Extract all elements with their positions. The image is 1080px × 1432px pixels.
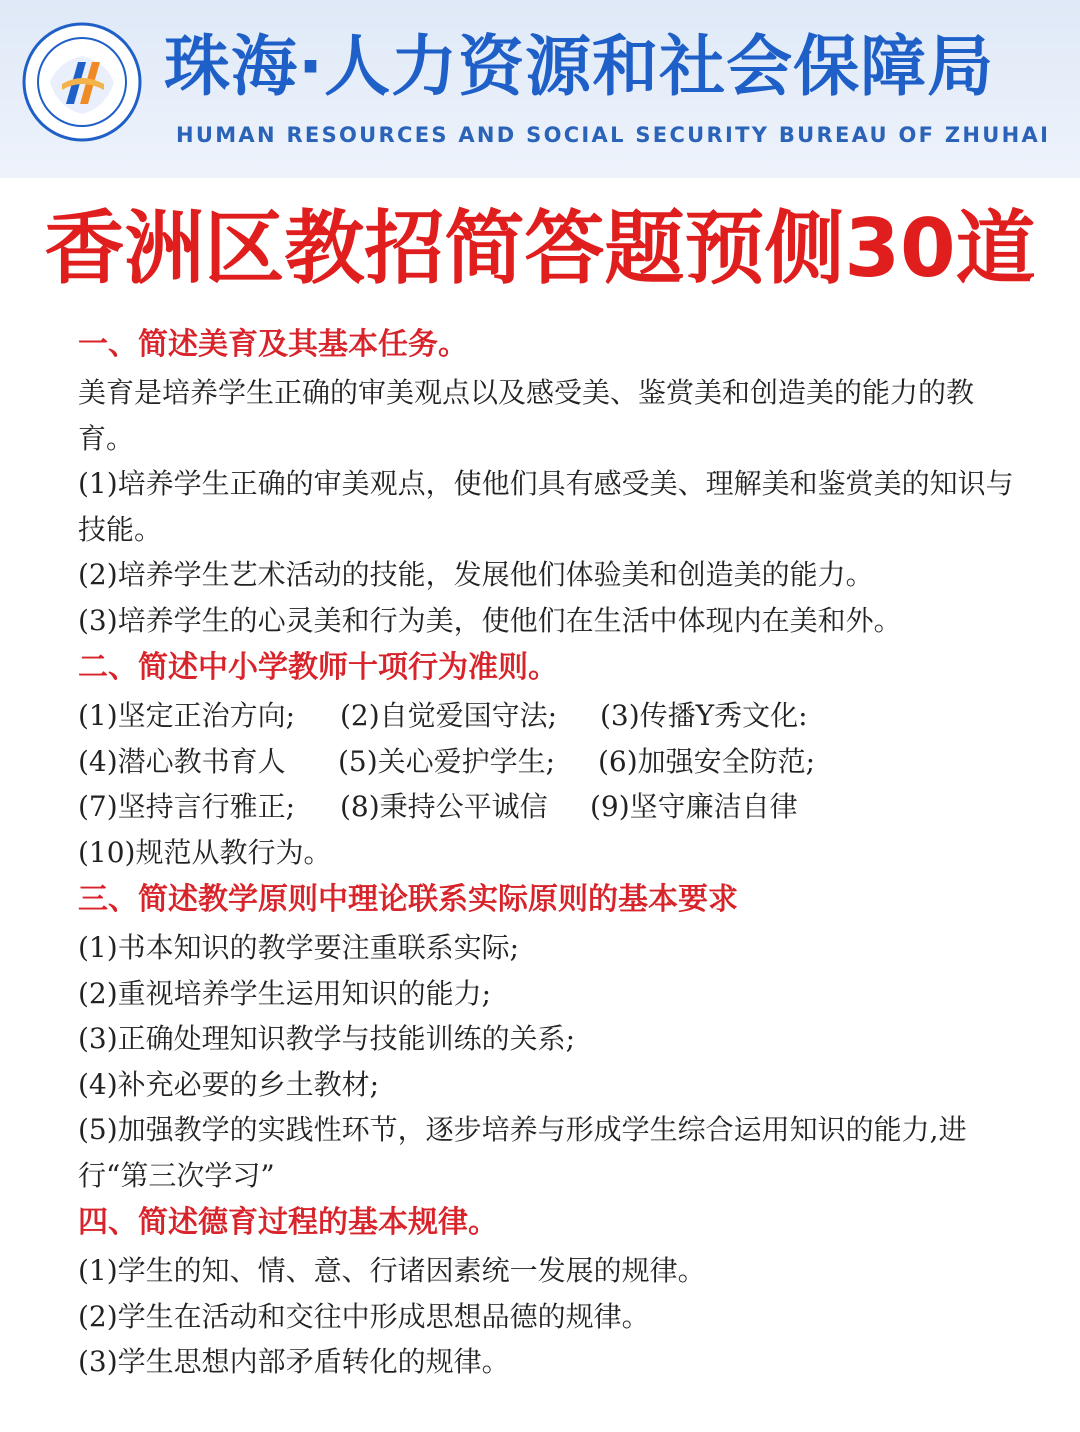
- section-1-item-2: (2)培养学生艺术活动的技能，发展他们体验美和创造美的能力。: [78, 558, 874, 591]
- bureau-emblem-icon: [22, 22, 142, 142]
- section-3-item-1: (1)书本知识的教学要注重联系实际;: [78, 931, 520, 964]
- section-1-item-3: (3)培养学生的心灵美和行为美，使他们在生活中体现内在美和外。: [78, 603, 902, 637]
- rule-item: (4)潜心教书育人: [78, 744, 286, 778]
- rule-item: (9)坚守廉洁自律: [590, 790, 798, 823]
- section-4-item-1: (1)学生的知、情、意、行诸因素统一发展的规律。: [78, 1254, 706, 1287]
- rule-item: (6)加强安全防范;: [598, 744, 816, 778]
- article-body: [78, 320, 1018, 1385]
- page-title: 香洲区教招简答题预侧30道: [44, 202, 1036, 295]
- rules-row-2: [78, 739, 1018, 785]
- rule-item: (5)关心爱护学生;: [338, 744, 556, 778]
- rule-item-10: (10)规范从教行为。: [78, 835, 332, 869]
- rule-item: (3)传播Y秀文化:: [600, 699, 808, 732]
- section-heading-3: 三、简述教学原则中理论联系实际原则的基本要求: [78, 882, 738, 917]
- section-1-item-1: (1)培养学生正确的审美观点，使他们具有感受美、理解美和鉴赏美的知识与技能。: [78, 467, 1014, 546]
- rule-item: (2)自觉爱国守法;: [340, 699, 558, 732]
- rule-item: (8)秉持公平诚信: [340, 790, 548, 823]
- rules-row-1: [78, 693, 1018, 739]
- section-3-item-2: (2)重视培养学生运用知识的能力;: [78, 976, 492, 1010]
- bureau-title: 珠海·人力资源和社会保障局: [164, 28, 995, 105]
- section-4-item-2: (2)学生在活动和交往中形成思想品德的规律。: [78, 1299, 650, 1333]
- rules-row-3: [78, 784, 1018, 830]
- section-heading-4: 四、简述德育过程的基本规律。: [78, 1205, 498, 1240]
- section-4-item-3: (3)学生思想内部矛盾转化的规律。: [78, 1345, 510, 1378]
- section-3-item-5: (5)加强教学的实践性环节，逐步培养与形成学生综合运用知识的能力,进行“第三次学习”: [78, 1113, 967, 1192]
- header-banner: [0, 0, 1080, 178]
- section-heading-2: 二、简述中小学教师十项行为准则。: [78, 650, 558, 685]
- section-3-item-3: (3)正确处理知识教学与技能训练的关系;: [78, 1022, 576, 1055]
- bureau-subtitle: HUMAN RESOURCES AND SOCIAL SECURITY BUREAU OF ZHUHAI: [176, 123, 1051, 147]
- section-3-item-4: (4)补充必要的乡土教材;: [78, 1067, 380, 1101]
- section-heading-1: 一、简述美育及其基本任务。: [78, 327, 468, 362]
- rule-item: (1)坚定正治方向;: [78, 699, 296, 732]
- section-1-intro: 美育是培养学生正确的审美观点以及感受美、鉴赏美和创造美的能力的教育。: [78, 376, 975, 455]
- rule-item: (7)坚持言行雅正;: [78, 790, 296, 823]
